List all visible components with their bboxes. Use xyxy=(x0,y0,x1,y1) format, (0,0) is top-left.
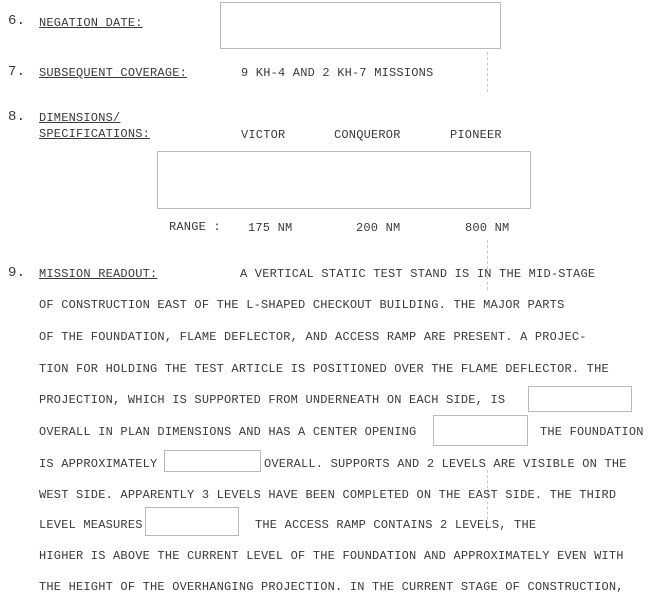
readout-text-line: TION FOR HOLDING THE TEST ARTICLE IS POSITIONED OVER THE FLAME DEFLECTOR. THE xyxy=(39,362,609,376)
readout-text-line: HIGHER IS ABOVE THE CURRENT LEVEL OF THE FOUNDATION AND APPROXIMATELY EVEN WITH xyxy=(39,549,624,563)
redaction-box xyxy=(145,507,239,536)
readout-text-line: THE FOUNDATION xyxy=(540,425,644,439)
readout-text-line: OF CONSTRUCTION EAST OF THE L-SHAPED CHECKOUT BUILDING. THE MAJOR PARTS xyxy=(39,298,565,312)
redaction-box xyxy=(164,450,261,472)
range-pioneer: 800 NM xyxy=(465,221,510,235)
readout-text-line: OVERALL IN PLAN DIMENSIONS AND HAS A CENTER OPENING xyxy=(39,425,417,439)
mission-readout-label: MISSION READOUT: xyxy=(39,267,158,281)
range-victor: 175 NM xyxy=(248,221,293,235)
dimensions-label: DIMENSIONS/ xyxy=(39,111,121,125)
readout-text-line: PROJECTION, WHICH IS SUPPORTED FROM UNDERNEATH ON EACH SIDE, IS xyxy=(39,393,506,407)
readout-text-line: LEVEL MEASURES xyxy=(39,518,143,532)
readout-text-line: THE ACCESS RAMP CONTAINS 2 LEVELS, THE xyxy=(255,518,537,532)
readout-text-line: WEST SIDE. APPARENTLY 3 LEVELS HAVE BEEN COMPLETED ON THE EAST SIDE. THE THIRD xyxy=(39,488,617,502)
redaction-box xyxy=(220,2,501,49)
negation-date-label: NEGATION DATE: xyxy=(39,16,143,30)
redaction-box xyxy=(433,415,528,446)
subsequent-coverage-value: 9 KH-4 AND 2 KH-7 MISSIONS xyxy=(241,66,434,80)
range-conqueror: 200 NM xyxy=(356,221,401,235)
item-number: 6. xyxy=(8,13,26,29)
readout-text-line: A VERTICAL STATIC TEST STAND IS IN THE MID-STAGE xyxy=(240,267,596,281)
column-header-pioneer: PIONEER xyxy=(450,128,502,142)
redaction-box xyxy=(157,151,531,209)
redaction-box xyxy=(528,386,632,412)
page-fold-line xyxy=(487,52,488,92)
item-number: 8. xyxy=(8,109,26,125)
subsequent-coverage-label: SUBSEQUENT COVERAGE: xyxy=(39,66,188,80)
specifications-label: SPECIFICATIONS: xyxy=(39,127,151,141)
item-number: 9. xyxy=(8,265,26,281)
readout-text-line: THE HEIGHT OF THE OVERHANGING PROJECTION. IN THE CURRENT STAGE OF CONSTRUCTION, xyxy=(39,580,624,594)
readout-text-line: OF THE FOUNDATION, FLAME DEFLECTOR, AND ACCESS RAMP ARE PRESENT. A PROJEC- xyxy=(39,330,587,344)
column-header-conqueror: CONQUEROR xyxy=(334,128,401,142)
page-fold-line xyxy=(487,240,488,290)
column-header-victor: VICTOR xyxy=(241,128,286,142)
range-label: RANGE : xyxy=(169,220,221,234)
readout-text-line: OVERALL. SUPPORTS AND 2 LEVELS ARE VISIBLE ON THE xyxy=(264,457,627,471)
item-number: 7. xyxy=(8,64,26,80)
readout-text-line: IS APPROXIMATELY xyxy=(39,457,158,471)
